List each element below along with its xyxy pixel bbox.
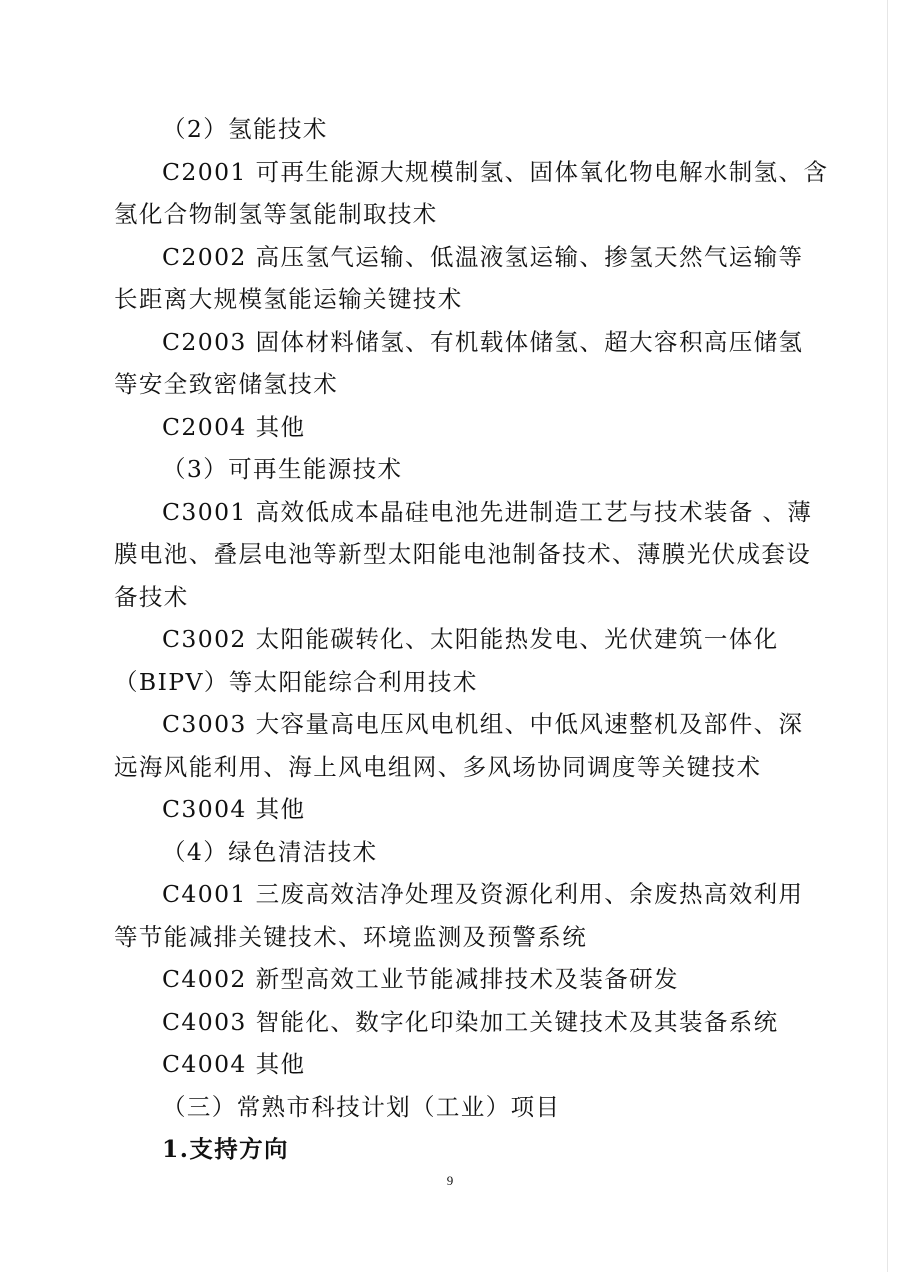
item-c2001-line2: 氢化合物制氢等氢能制取技术 [114,200,438,228]
section-heading-renewable: （3）可再生能源技术 [162,455,403,483]
item-c4003: C4003 智能化、数字化印染加工关键技术及其装备系统 [162,1007,779,1036]
item-c2002-line1: C2002 高压氢气运输、低温液氢运输、掺氢天然气运输等 [162,242,804,271]
item-c3003-line1: C3003 大容量高电压风电机组、中低风速整机及部件、深 [162,710,804,738]
document-body [114,108,829,1171]
subsection-heading-support-direction: 1.支持方向 [162,1135,289,1163]
section-heading-changshu: （三）常熟市科技计划（工业）项目 [162,1092,561,1121]
item-c3002-line2: （BIPV）等太阳能综合利用技术 [114,667,478,696]
item-c3001-line2: 膜电池、叠层电池等新型太阳能电池制备技术、薄膜光伏成套设 [114,540,812,568]
item-c3003-line2: 远海风能利用、海上风电组网、多风场协同调度等关键技术 [114,752,762,781]
item-c2003-line1: C2003 固体材料储氢、有机载体储氢、超大容积高压储氢 [162,327,804,356]
item-c2001-line1: C2001 可再生能源大规模制氢、固体氧化物电解水制氢、含 [162,157,829,186]
section-heading-hydrogen: （2）氢能技术 [162,115,328,143]
item-c3002-line1: C3002 太阳能碳转化、太阳能热发电、光伏建筑一体化 [162,625,779,653]
item-c3004: C3004 其他 [162,795,306,823]
item-c4001-line2: 等节能减排关键技术、环境监测及预警系统 [114,922,588,951]
item-c3001-line3: 备技术 [114,582,189,611]
item-c2004: C2004 其他 [162,412,306,441]
page-edge-line [887,0,888,1272]
item-c4001-line1: C4001 三废高效洁净处理及资源化利用、余废热高效利用 [162,880,804,908]
item-c4004: C4004 其他 [162,1050,306,1078]
section-heading-green-clean: （4）绿色清洁技术 [162,837,378,866]
item-c3001-line1: C3001 高效低成本晶硅电池先进制造工艺与技术装备 、薄 [162,497,813,526]
item-c2002-line2: 长距离大规模氢能运输关键技术 [114,285,463,313]
item-c4002: C4002 新型高效工业节能减排技术及装备研发 [162,965,679,993]
item-c2003-line2: 等安全致密储氢技术 [114,370,339,398]
page-number: 9 [446,1173,454,1188]
